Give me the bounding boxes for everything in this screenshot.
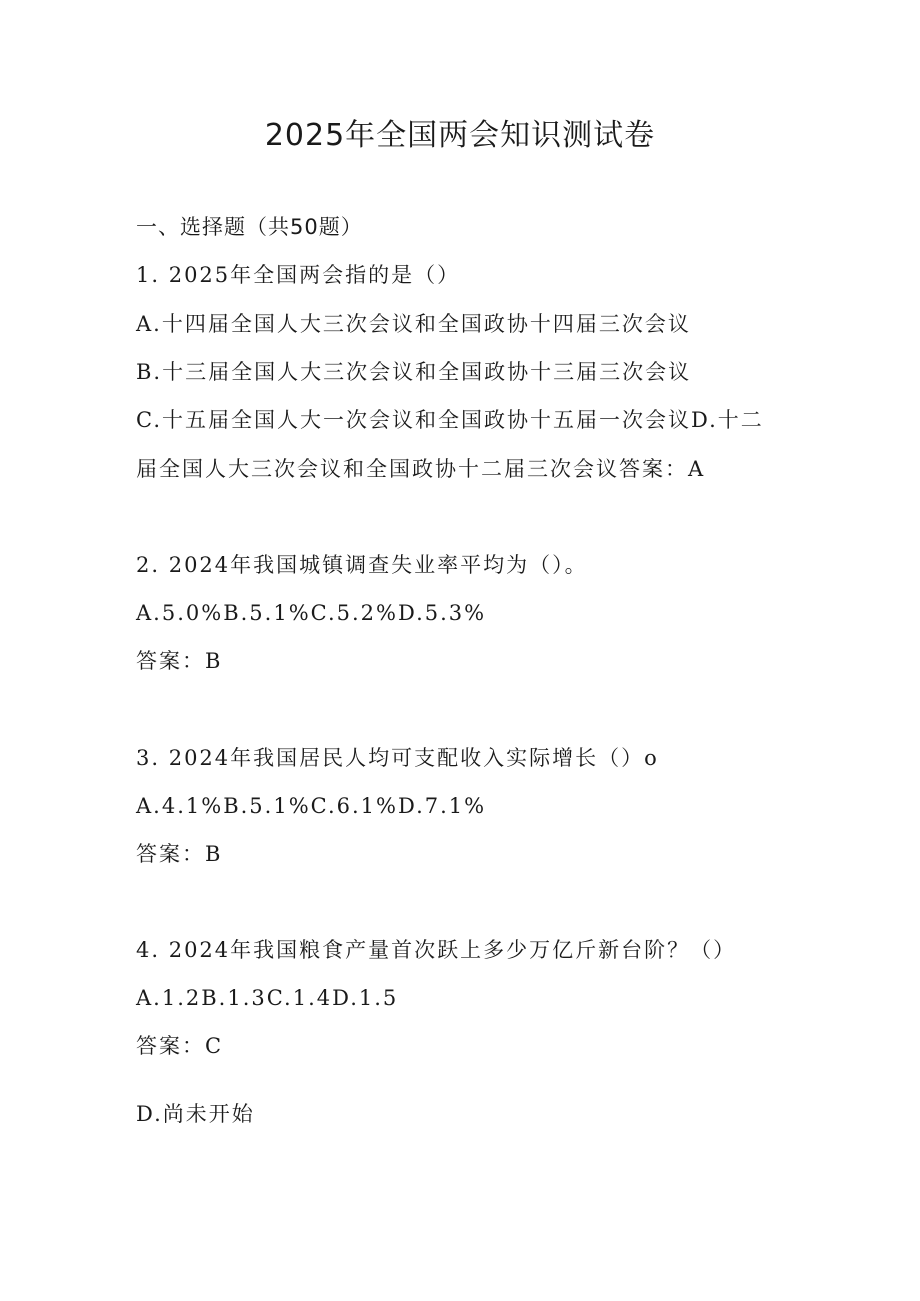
question-3-answer: 答案：B (136, 842, 223, 866)
document-title: 2025年全国两会知识测试卷 (264, 118, 656, 153)
question-2-answer: 答案：B (136, 649, 223, 673)
stray-option-d: D.尚未开始 (136, 1102, 255, 1126)
question-2-stem: 2. 2024年我国城镇调查失业率平均为（）。 (136, 553, 588, 577)
question-1-stem: 1. 2025年全国两会指的是（） (136, 263, 461, 287)
question-1-option-c-d: C.十五届全国人大一次会议和全国政协十五届一次会议D.十二 (136, 408, 764, 432)
question-4-answer: 答案：C (136, 1034, 224, 1058)
question-3-options: A.4.1%B.5.1%C.6.1%D.7.1% (136, 794, 487, 818)
question-2-options: A.5.0%B.5.1%C.5.2%D.5.3% (136, 601, 487, 625)
question-1-option-a: A.十四届全国人大三次会议和全国政协十四届三次会议 (136, 312, 691, 336)
question-1-option-d-answer: 届全国人大三次会议和全国政协十二届三次会议答案：A (136, 457, 706, 481)
question-1-option-b: B.十三届全国人大三次会议和全国政协十三届三次会议 (136, 360, 692, 384)
question-3-stem: 3. 2024年我国居民人均可支配收入实际增长（）o (136, 746, 659, 770)
section-heading: 一、选择题（共50题） (136, 215, 363, 239)
question-4-stem: 4. 2024年我国粮食产量首次跃上多少万亿斤新台阶？（） (136, 938, 737, 962)
question-4-options: A.1.2B.1.3C.1.4D.1.5 (136, 986, 399, 1010)
